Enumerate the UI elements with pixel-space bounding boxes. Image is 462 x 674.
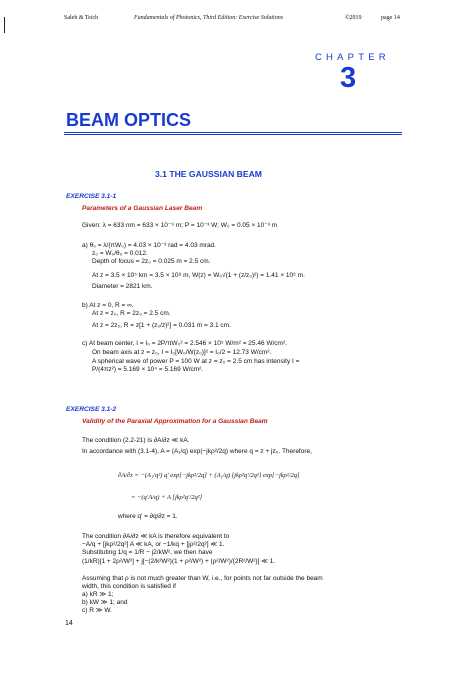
chapter-number: 3 — [340, 62, 357, 94]
exercise-label: EXERCISE 3.1-1 — [66, 193, 117, 200]
part-a-line: Diameter = 2821 km. — [92, 283, 153, 290]
part-a-line: a) θ₀ = λ/(πW₀) = 4.03 × 10⁻³ rad = 4.03 mrad. — [82, 242, 216, 249]
header-copyright: ©2019 — [345, 15, 362, 21]
body-line: Substituting 1/q = 1/R − j2/kW², we then have — [82, 549, 213, 556]
chapter-rule-top — [64, 132, 402, 133]
list-item: b) kW ≫ 1; and — [82, 599, 128, 606]
part-a-line: At z = 3.5 × 10⁵ km = 3.5 × 10⁸ m, W(z) = W₀√(1 + (z/z₀)²) = 1.41 × 10⁶ m. — [92, 272, 305, 279]
body-line: (1/kR)[1 + 2ρ²/W²] + j[−(2/k²W²)(1 + ρ²/W²) + (ρ²/W²)/(2R²/W²)] ≪ 1. — [82, 558, 276, 565]
list-item: a) kR ≫ 1; — [82, 591, 114, 598]
exercise-label: EXERCISE 3.1-2 — [66, 406, 117, 413]
chapter-title: BEAM OPTICS — [66, 110, 192, 130]
header-authors: Saleh & Teich — [64, 15, 99, 21]
body-line: −A/q + [jkρ²/2q²] A ≪ kA, or −1/kq + [jρ²/2q²] ≪ 1. — [82, 541, 225, 548]
part-b-line: At z = 2z₀, R = z[1 + (z₀/z)²] = 0.031 m = 3.1 cm. — [92, 322, 231, 329]
part-c-line: A spherical wave of power P = 100 W at z = z₀ = 2.5 cm has intensity I = — [92, 358, 300, 365]
page-number: 14 — [65, 620, 73, 627]
part-c-line: P/(4πz²) = 5.169 × 10⁴ = 5.169 W/cm². — [92, 366, 204, 373]
chapter-word: CHAPTER — [315, 52, 390, 63]
given-line: Given: λ = 633 nm = 633 × 10⁻⁹ m; P = 10⁻³ W; W₀ = 0.05 × 10⁻³ m — [82, 222, 278, 229]
exercise-title: Validity of the Paraxial Approximation for a Gaussian Beam — [82, 418, 268, 425]
body-line: In accordance with (3.1-4), A = (A₁/q) exp(−jkρ²/2q) where q = z + jz₀. Therefore, — [82, 448, 312, 455]
section-heading: 3.1 THE GAUSSIAN BEAM — [155, 169, 262, 179]
part-a-line: z₀ = W₀/θ₀ = 0.012. — [92, 250, 148, 257]
part-b-line: At z = z₀, R = 2z₀ = 2.5 cm. — [92, 310, 171, 317]
part-c-line: c) At beam center, I = I₀ = 2P/πW₀² = 2.546 × 10⁵ W/m² = 25.46 W/cm². — [82, 340, 287, 347]
body-line: width, this condition is satisfied if — [82, 583, 176, 590]
header-book-title: Fundamentals of Photonics, Third Edition: Exercise Solutions — [134, 15, 284, 21]
part-b-line: b) At z = 0, R = ∞. — [82, 302, 134, 309]
equation-line: ∂A/∂z = −(A₁/q²) q′ exp[−jkρ²/2q] + (A₁/q) [jkρ²q′/2q²] exp[−jkρ²/2q] — [118, 472, 300, 479]
exercise-title: Parameters of a Gaussian Laser Beam — [82, 205, 203, 212]
list-item: c) R ≫ W. — [82, 607, 112, 614]
header-page: page 14 — [381, 15, 400, 21]
body-line: Assuming that ρ is not much greater than W, i.e., for points not far outside the beam — [82, 575, 323, 582]
part-c-line: On beam axis at z = z₀, I = I₀[W₀/W(z₀)]² = I₀/2 = 12.73 W/cm². — [92, 349, 272, 356]
equation-line: where q′ = ∂q/∂z = 1. — [118, 513, 178, 520]
body-line: The condition (2.2-21) is ∂A/∂z ≪ kA. — [82, 437, 190, 444]
margin-change-bar — [4, 17, 5, 33]
body-line: The condition ∂A/∂z ≪ kA is therefore equivalent to — [82, 533, 230, 540]
equation-line: = −(q′A/q) + A [jkρ²q′/2q²] — [131, 494, 203, 501]
part-a-line: Depth of focus = 2z₀ = 0.025 m = 2.5 cm. — [92, 258, 211, 265]
chapter-rule-bottom — [64, 134, 402, 135]
